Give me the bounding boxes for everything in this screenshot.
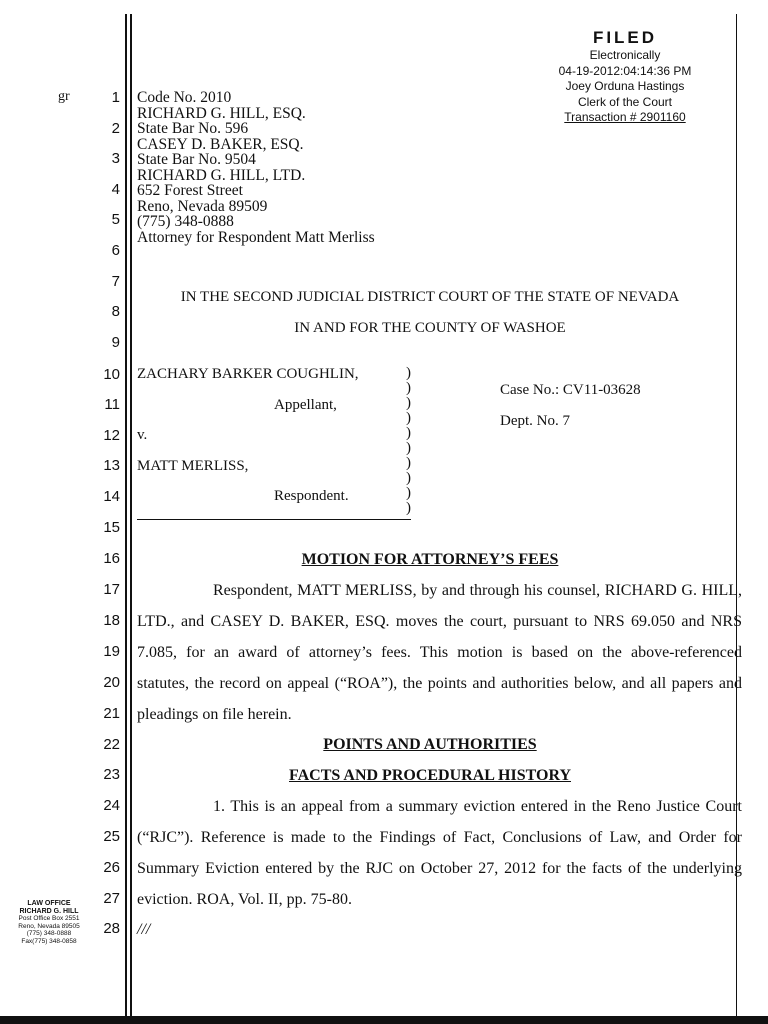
body-line-27: eviction. ROA, Vol. II, pp. 75-80. [137,891,352,908]
caption-paren: ) [406,425,411,441]
filed-transaction: Transaction # 2901160 [564,110,686,124]
firm-phone: (775) 348-0888 [137,213,234,230]
attorney-name-1: RICHARD G. HILL, ESQ. [137,104,306,122]
court-county: IN AND FOR THE COUNTY OF WASHOE [294,320,566,336]
body-line-21: pleadings on file herein. [137,706,292,723]
caption-paren: ) [406,455,411,471]
line-number: 10 [103,366,120,383]
motion-title: MOTION FOR ATTORNEY’S FEES [301,551,559,568]
filed-timestamp: 04-19-2012:04:14:36 PM [558,63,692,78]
caption-paren: ) [406,440,411,456]
line-number: 9 [111,334,120,351]
line-number: 15 [103,519,120,536]
line-number: 12 [103,427,120,444]
line-number: 13 [103,457,120,474]
line-number: 17 [103,581,120,598]
attorney-header [137,90,375,245]
line-number: 8 [111,303,120,320]
caption-paren: ) [406,395,411,411]
state-bar-1: State Bar No. 596 [137,120,249,137]
firm-city: Reno, Nevada 89509 [137,197,268,215]
law-office-fax: Fax(775) 348-0858 [21,937,77,945]
filed-stamp [540,28,710,126]
line-number: 20 [103,674,120,691]
filed-clerk-title: Clerk of the Court [577,94,673,109]
appellant-name: ZACHARY BARKER COUGHLIN, [137,366,359,382]
law-office-city: Reno, Nevada 89505 [18,922,80,930]
points-authorities-heading: POINTS AND AUTHORITIES [323,736,537,753]
left-margin-rule-2 [130,14,132,1019]
line-number: 18 [103,612,120,629]
line-number: 28 [103,920,120,937]
line-number: 11 [104,396,120,413]
body-line-20: statutes, the record on appeal (“ROA”), the points and authorities below, and all papers and [137,675,742,692]
line-number: 3 [111,150,120,167]
filed-electronically: Electronically [589,48,661,62]
body-line-19: 7.085, for an award of attorney’s fees. This motion is based on the above-referenced [137,644,742,661]
line-number: 4 [111,181,120,198]
firm-name: RICHARD G. HILL, LTD. [137,166,306,184]
line-number: 5 [111,211,120,228]
caption-paren: ) [406,380,411,396]
law-office-name: RICHARD G. HILL [19,907,79,915]
law-office-label: LAW OFFICE [27,900,71,907]
body-line-25: (“RJC”). Reference is made to the Findings of Fact, Conclusions of Law, and Order for [137,829,742,846]
state-bar-2: State Bar No. 9504 [137,151,256,168]
respondent-name: MATT MERLISS, [137,458,249,474]
body-line-18: LTD., and CASEY D. BAKER, ESQ. moves the court, pursuant to NRS 69.050 and NRS [137,613,742,630]
attorney-for: Attorney for Respondent Matt Merliss [137,228,375,246]
law-office-phone: (775) 348-0888 [26,930,72,937]
line-number: 6 [111,242,120,259]
department-number: Dept. No. 7 [500,413,570,429]
body-line-26: Summary Eviction entered by the RJC on October 27, 2012 for the facts of the underlying [137,860,742,877]
respondent-role: Respondent. [274,488,349,504]
line-number: 1 [111,89,120,106]
line-number: 16 [103,550,120,567]
left-margin-rule-1 [125,14,127,1019]
line-number: 21 [103,705,120,722]
versus: v. [137,427,148,443]
line-number: 7 [111,273,120,290]
line-number: 14 [103,488,120,505]
caption-paren: ) [406,500,411,516]
line-number: 19 [103,643,120,660]
line-number: 27 [103,890,120,907]
line-number: 2 [111,120,120,137]
attorney-name-2: CASEY D. BAKER, ESQ. [137,135,304,153]
line-number: 23 [103,766,120,783]
line-number: 25 [103,828,120,845]
caption-underline [137,519,411,520]
law-office-pobox: Post Office Box 2551 [18,915,80,922]
caption-paren: ) [406,365,411,381]
firm-street: 652 Forest Street [137,182,243,199]
law-office-block [0,900,98,945]
caption-paren: ) [406,485,411,501]
line-number: 26 [103,859,120,876]
line-number: 24 [103,797,120,814]
appellant-role: Appellant, [274,397,337,413]
bottom-border [0,1016,768,1024]
body-line-17: Respondent, MATT MERLISS, by and through his counsel, RICHARD G. HILL, [213,582,742,599]
filed-title: FILED [592,28,658,47]
caption-paren: ) [406,410,411,426]
facts-history-heading: FACTS AND PROCEDURAL HISTORY [289,767,571,784]
court-name: IN THE SECOND JUDICIAL DISTRICT COURT OF THE STATE OF NEVADA [180,289,680,305]
margin-initials: gr [58,89,70,104]
case-number: Case No.: CV11-03628 [500,382,641,398]
line-number: 22 [103,736,120,753]
code-number: Code No. 2010 [137,89,232,106]
body-line-24: 1. This is an appeal from a summary eviction entered in the Reno Justice Court [213,798,742,815]
filed-clerk-name: Joey Orduna Hastings [565,79,685,93]
body-line-28: /// [137,921,151,938]
caption-paren: ) [406,470,411,486]
